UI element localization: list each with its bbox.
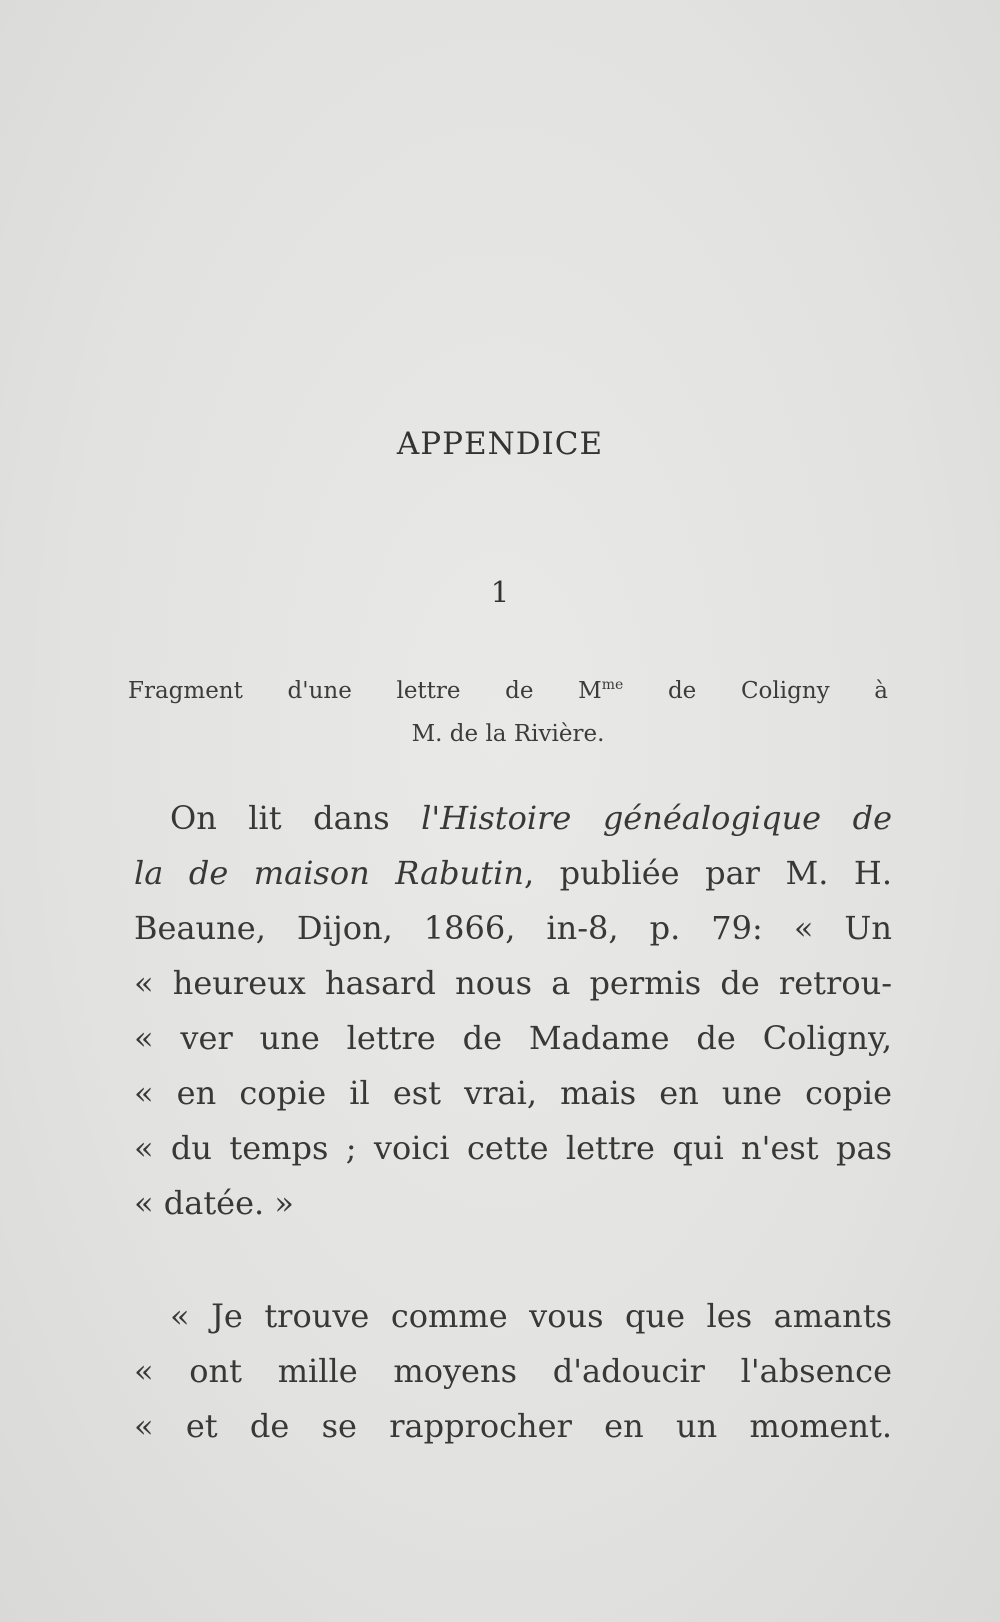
subtitle-prefix: Fragment d'une lettre de M <box>128 678 602 704</box>
text-line: « ont mille moyens d'adoucir l'absence <box>134 1352 892 1390</box>
page-title: APPENDICE <box>396 426 604 462</box>
text-line: « heureux hasard nous a permis de retrou- <box>134 964 892 1002</box>
text-plain: , publiée par M. H. <box>523 854 893 892</box>
text-line: « ver une lettre de Madame de Coligny, <box>134 1019 892 1057</box>
book-title-italic: la de maison Rabutin <box>134 854 524 892</box>
text-line: « en copie il est vrai, mais en une copie <box>134 1074 892 1112</box>
subtitle-suffix: de Coligny à <box>623 678 889 704</box>
section-subtitle-line-2: M. de la Rivière. <box>411 721 605 747</box>
section-subtitle-line-1 <box>128 670 888 713</box>
text-plain: On lit dans <box>170 799 422 837</box>
section-number: 1 <box>490 575 510 609</box>
subtitle-superscript: me <box>601 677 624 693</box>
text-line: « Je trouve comme vous que les amants <box>170 1297 892 1335</box>
text-line: « du temps ; voici cette lettre qui n'est pas <box>134 1129 892 1167</box>
book-title-italic: l'Histoire généalogique de <box>421 799 893 837</box>
text-line: « datée. » <box>134 1184 294 1222</box>
text-line: Beaune, Dijon, 1866, in-8, p. 79: « Un <box>134 909 892 947</box>
text-line <box>134 853 892 893</box>
text-line: « et de se rapprocher en un moment. <box>134 1407 892 1445</box>
text-line <box>170 798 892 838</box>
